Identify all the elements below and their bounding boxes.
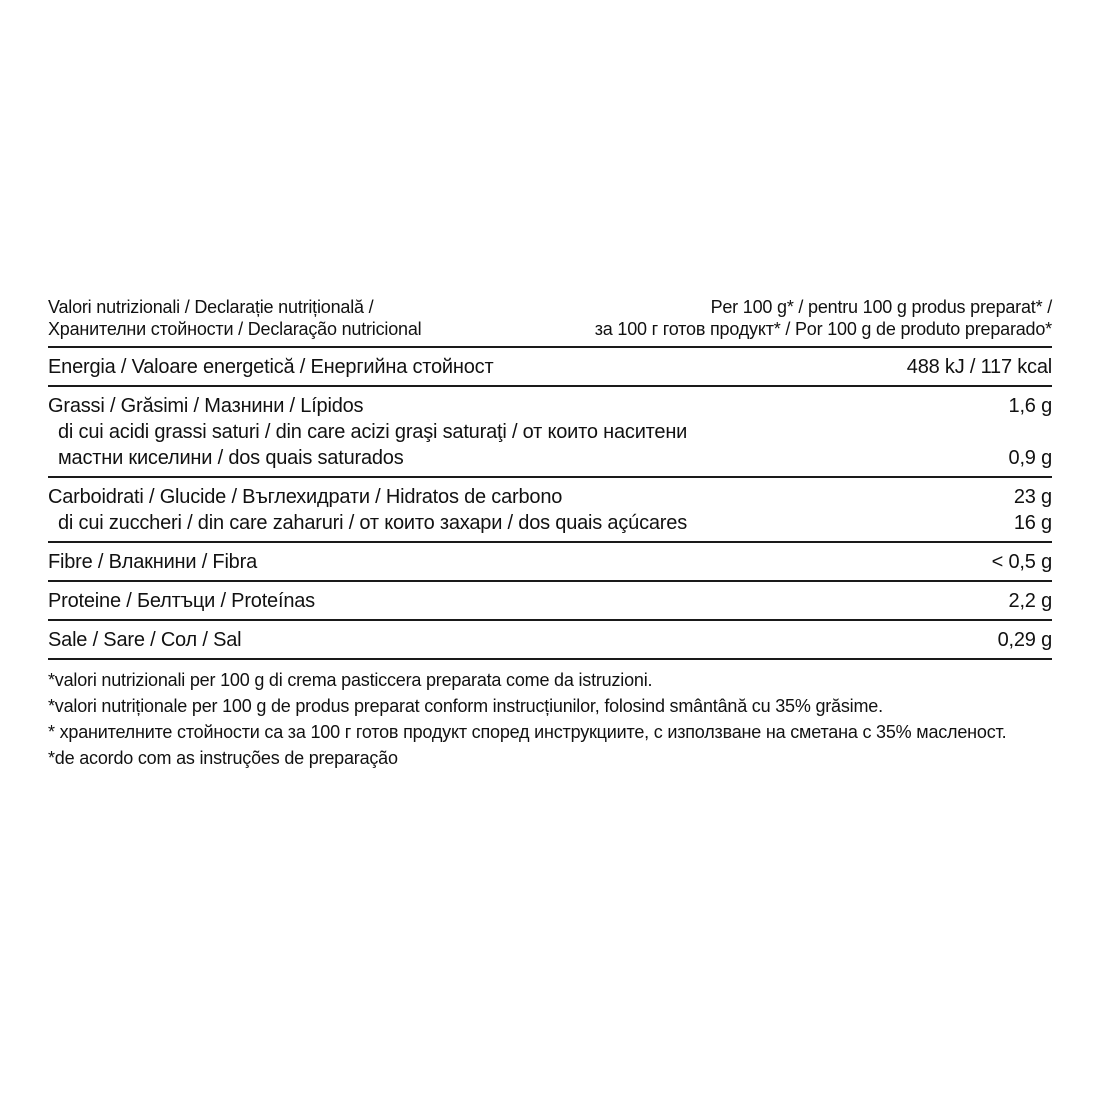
section-salt [48,621,1052,660]
footnotes [48,667,1052,771]
table-row [48,627,1052,653]
energy-label: Energia / Valoare energetică / Енергийна стойност [48,356,494,378]
carbs-value: 23 g [1013,486,1052,508]
table-row [48,588,1052,614]
section-fibre [48,543,1052,582]
fibre-label: Fibre / Влакнини / Fibra [48,551,257,573]
footnote-romanian: *valori nutriționale per 100 g de produs preparat conform instrucțiunilor, folosind smântână cu 35% grăsime. [48,696,883,716]
carbs-label: Carboidrati / Glucide / Въглехидрати / Hidratos de carbono [48,486,563,508]
header-left-line2: Хранителни стойности / Declaração nutricional [48,319,422,339]
fibre-value: < 0,5 g [991,551,1052,573]
energy-value: 488 kJ / 117 kcal [906,356,1052,378]
table-row [58,445,1052,471]
fat-value: 1,6 g [1008,395,1052,417]
table-row [48,393,1052,419]
protein-value: 2,2 g [1008,590,1052,612]
section-carbs [48,478,1052,543]
table-row [48,549,1052,575]
header-left [48,296,421,340]
footnote-portuguese: *de acordo com as instruções de preparação [48,748,398,768]
section-energy [48,348,1052,387]
salt-label: Sale / Sare / Сол / Sal [48,629,242,651]
table-row [48,354,1052,380]
header-right-line2: за 100 г готов продукт* / Por 100 g de produto preparado* [594,319,1052,339]
protein-label: Proteine / Белтъци / Proteínas [48,590,315,612]
saturates-label-line2: мастни киселини / dos quais saturados [58,447,404,469]
header-right [595,296,1052,340]
fat-label: Grassi / Grăsimi / Мазнини / Lípidos [48,395,364,417]
header-left-line1: Valori nutrizionali / Declarație nutrițională / [48,297,374,317]
section-fat [48,387,1052,478]
sugars-label: di cui zuccheri / din care zaharuri / от които захари / dos quais açúcares [58,512,687,534]
table-row [48,484,1052,510]
table-row [48,510,1052,536]
header-right-line1: Per 100 g* / pentru 100 g produs preparat* / [710,297,1052,317]
table-header [48,296,1052,348]
footnote-bulgarian: * хранителните стойности са за 100 г готов продукт според инструкциите, с използване на сметана с 35% масленост. [48,722,1007,742]
salt-value: 0,29 g [997,629,1052,651]
saturates-row [48,419,1052,471]
saturates-value: 0,9 g [1008,447,1052,469]
section-protein [48,582,1052,621]
nutrition-table [48,296,1052,771]
sugars-value: 16 g [1013,512,1052,534]
footnote-italian: *valori nutrizionali per 100 g di crema pasticcera preparata come da istruzioni. [48,670,653,690]
saturates-label-line1: di cui acidi grassi saturi / din care acizi graşi saturaţi / от които наситени [58,421,688,443]
